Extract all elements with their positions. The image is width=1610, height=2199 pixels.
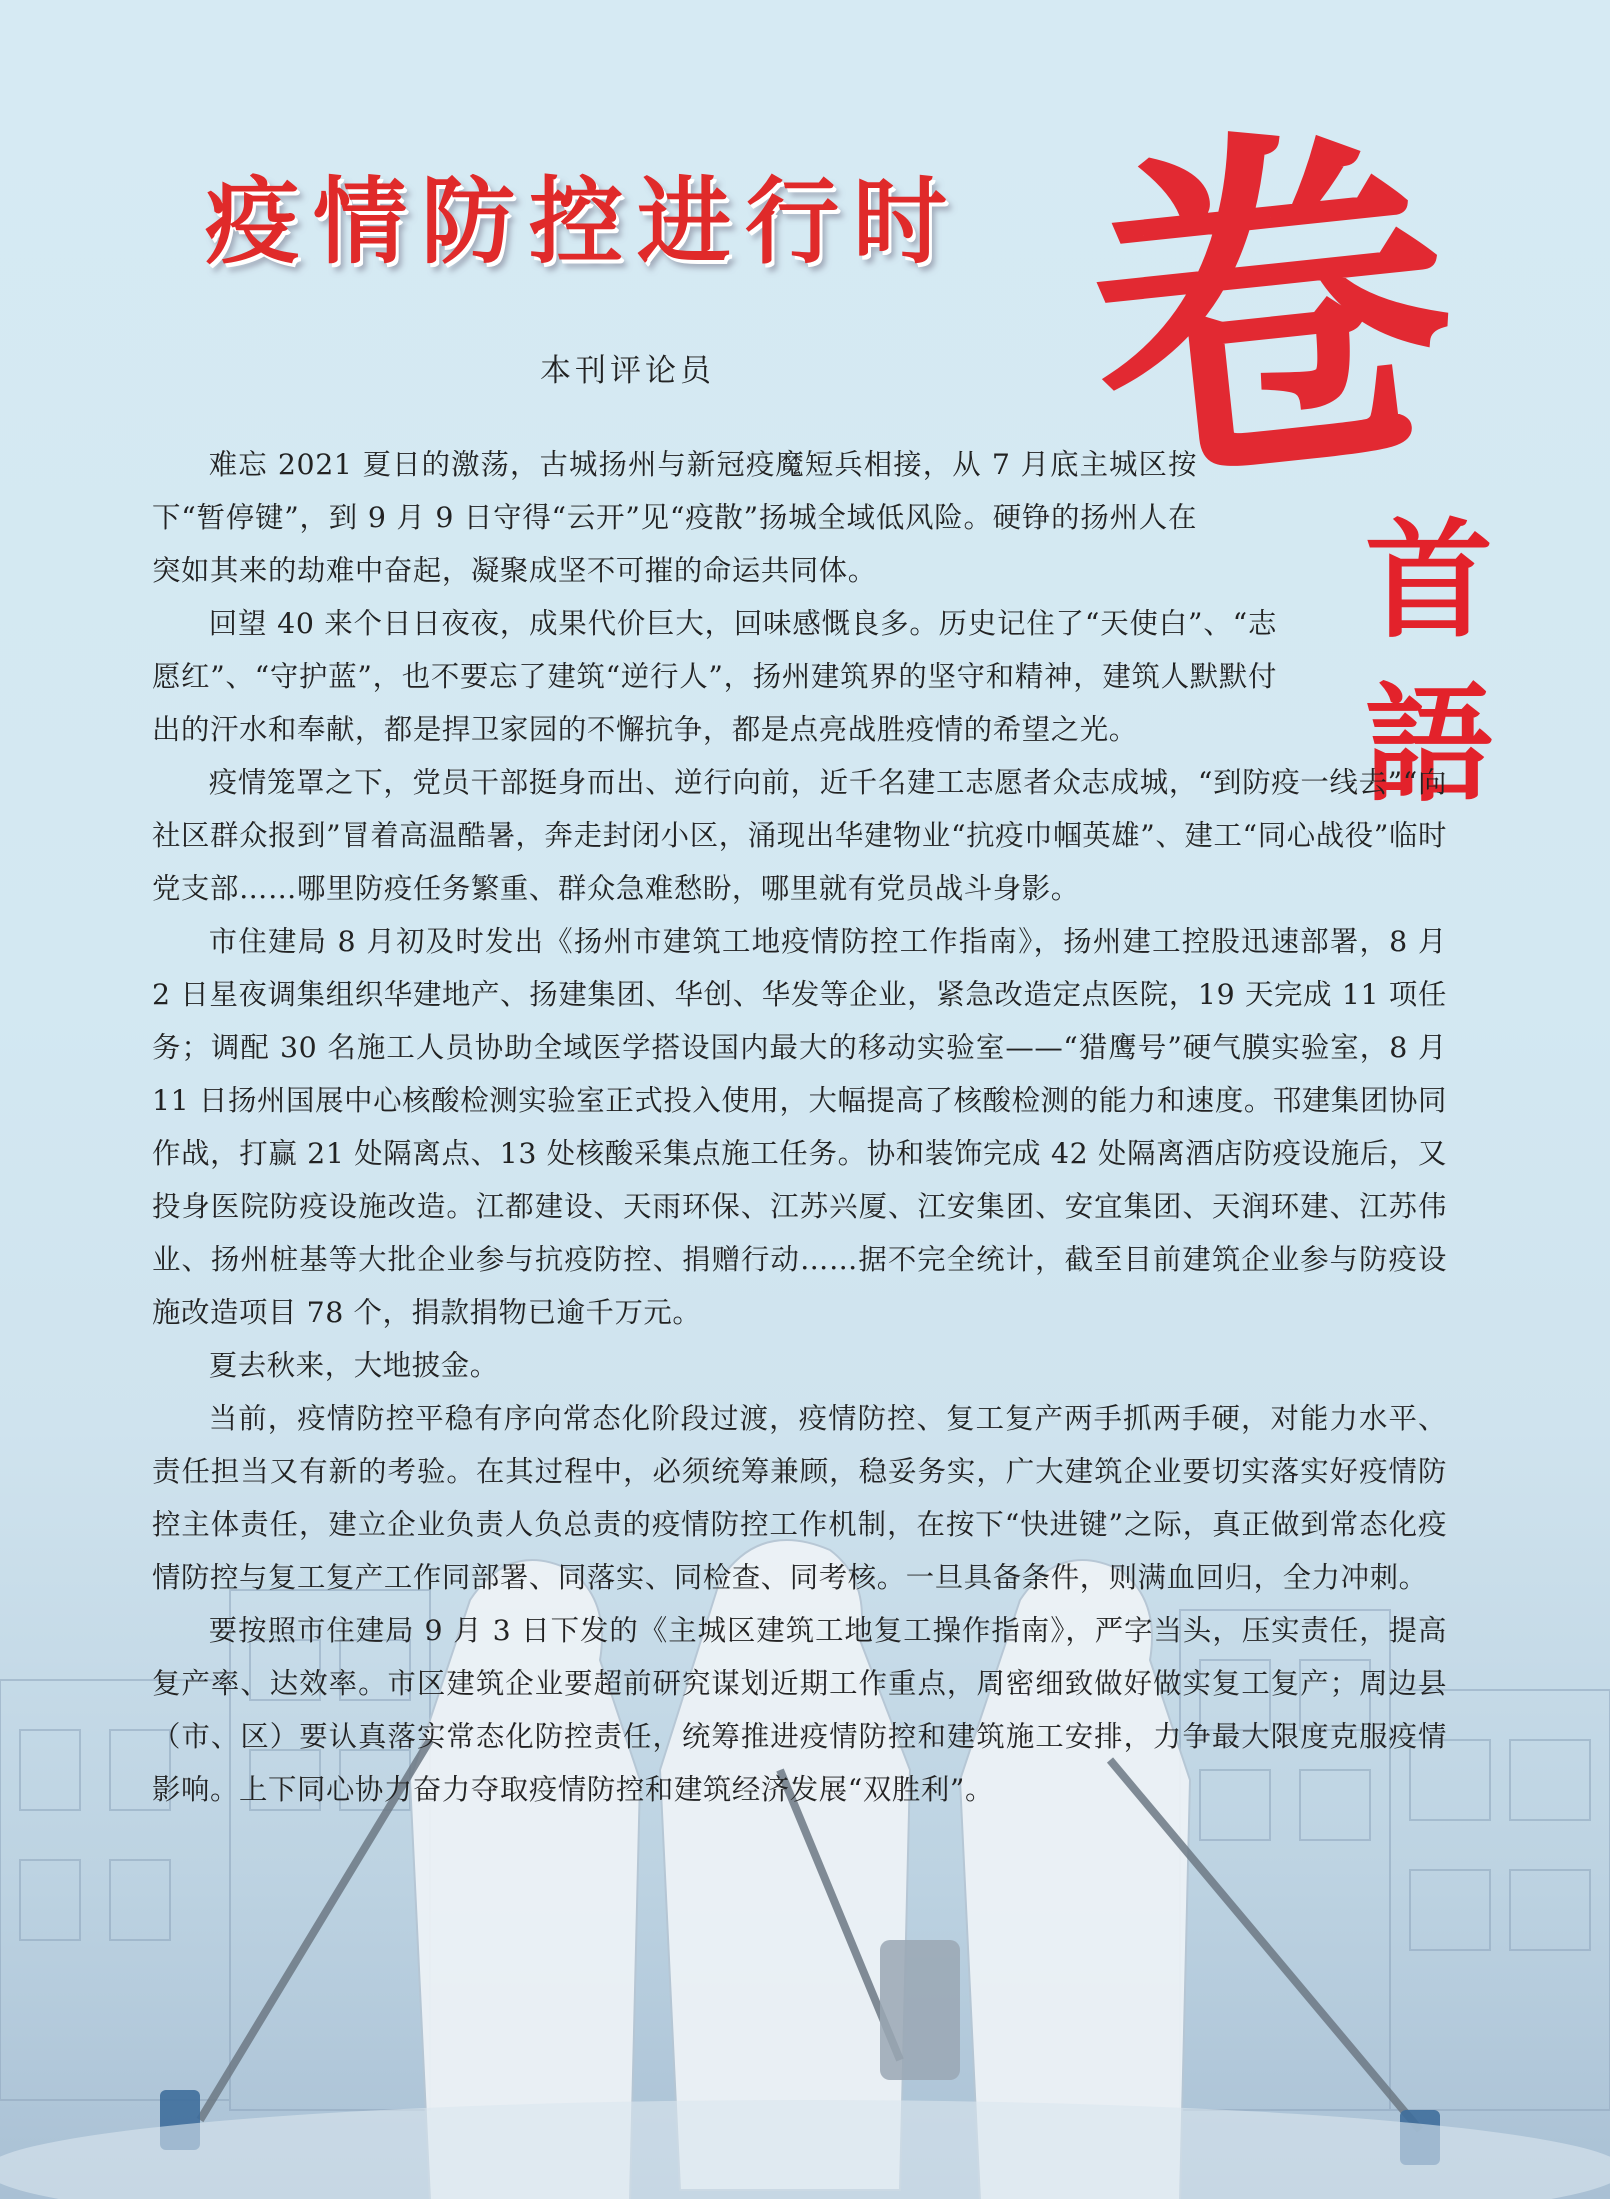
page-title: 疫情防控进行时 bbox=[205, 167, 962, 277]
paragraph: 要按照市住建局 9 月 3 日下发的《主城区建筑工地复工操作指南》，严字当头，压实责任，提高复产率、达效率。市区建筑企业要超前研究谋划近期工作重点，周密细致做好做实复工复产；周边县（市、区）要认真落实常态化防控责任，统筹推进疫情防控和建筑施工安排，力争最大限度克服疫情影响。上下同心协力奋力夺取疫情防控和建筑经济发展“双胜利”。 bbox=[152, 1614, 1447, 1806]
calligraphy-seal-sub: 首語 bbox=[1365, 506, 1494, 820]
paragraph: 疫情笼罩之下，党员干部挺身而出、逆行向前，近千名建工志愿者众志成城，“到防疫一线去”“向社区群众报到”冒着高温酷暑，奔走封闭小区，涌现出华建物业“抗疫巾帼英雄”、建工“同心战役”临时党支部……哪里防疫任务繁重、群众急难愁盼，哪里就有党员战斗身影。 bbox=[152, 766, 1447, 905]
calligraphy-seal-main: 卷 bbox=[1068, 80, 1472, 539]
paragraph: 夏去秋来，大地披金。 bbox=[208, 1349, 499, 1382]
article-body bbox=[152, 438, 1447, 1816]
paragraph: 回望 40 来个日日夜夜，成果代价巨大，回味感慨良多。历史记住了“天使白”、“志愿红”、“守护蓝”，也不要忘了建筑“逆行人”，扬州建筑界的坚守和精神，建筑人默默付出的汗水和奉献，都是捍卫家园的不懈抗争，都是点亮战胜疫情的希望之光。 bbox=[152, 607, 1277, 746]
paragraph: 难忘 2021 夏日的激荡，古城扬州与新冠疫魔短兵相接，从 7 月底主城区按下“暂停键”，到 9 月 9 日守得“云开”见“疫散”扬城全域低风险。硬铮的扬州人在突如其来的劫难中奋起，凝聚成坚不可摧的命运共同体。 bbox=[152, 448, 1197, 587]
byline: 本刊评论员 bbox=[540, 353, 715, 389]
paragraph: 当前，疫情防控平稳有序向常态化阶段过渡，疫情防控、复工复产两手抓两手硬，对能力水平、责任担当又有新的考验。在其过程中，必须统筹兼顾，稳妥务实，广大建筑企业要切实落实好疫情防控主体责任，建立企业负责人负总责的疫情防控工作机制，在按下“快进键”之际，真正做到常态化疫情防控与复工复产工作同部署、同落实、同检查、同考核。一旦具备条件，则满血回归，全力冲刺。 bbox=[152, 1402, 1447, 1594]
paragraph: 市住建局 8 月初及时发出《扬州市建筑工地疫情防控工作指南》，扬州建工控股迅速部署，8 月 2 日星夜调集组织华建地产、扬建集团、华创、华发等企业，紧急改造定点医院，19 天完成 11 项任务；调配 30 名施工人员协助全域医学搭设国内最大的移动实验室——“猎鹰号”硬气膜实验室，8 月 11 日扬州国展中心核酸检测实验室正式投入使用，大幅提高了核酸检测的能力和速度。邗建集团协同作战，打赢 21 处隔离点、13 处核酸采集点施工任务。协和装饰完成 42 处隔离酒店防疫设施后，又投身医院防疫设施改造。江都建设、天雨环保、江苏兴厦、江安集团、安宜集团、天润环建、江苏伟业、扬州桩基等大批企业参与抗疫防控、捐赠行动……据不完全统计，截至目前建筑企业参与防疫设施改造项目 78 个，捐款捐物已逾千万元。 bbox=[152, 925, 1447, 1329]
